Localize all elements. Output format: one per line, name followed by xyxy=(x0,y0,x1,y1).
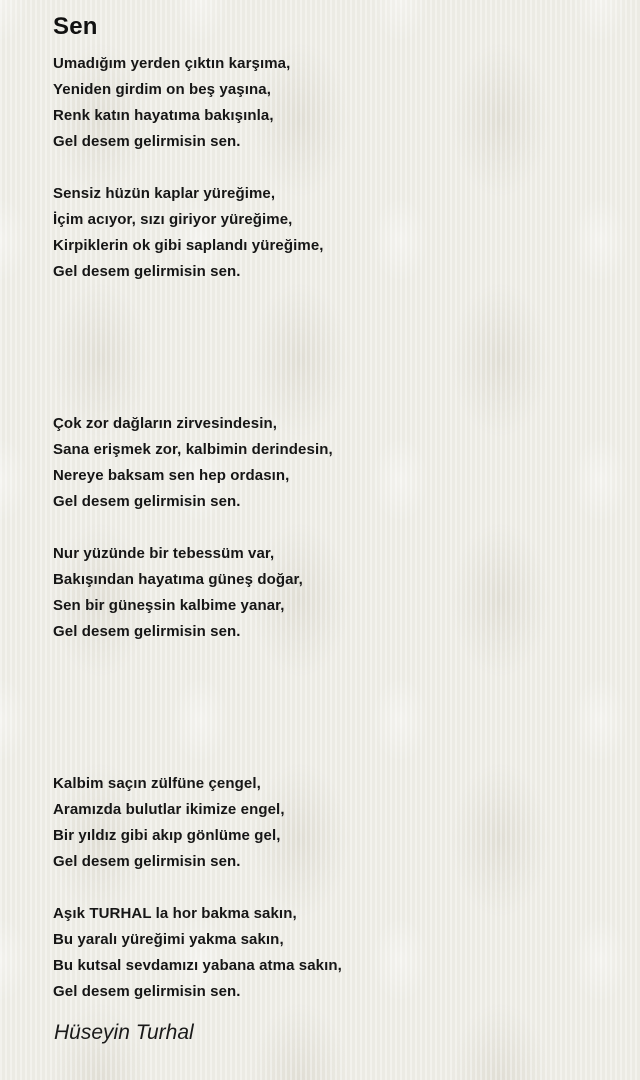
poem-line: Gel desem gelirmisin sen. xyxy=(53,133,241,150)
poem-line: Sensiz hüzün kaplar yüreğime, xyxy=(53,185,276,202)
poem-line: Sen bir güneşsin kalbime yanar, xyxy=(53,597,285,614)
stanza-1 xyxy=(53,51,290,155)
poem-author: Hüseyin Turhal xyxy=(54,1021,194,1044)
poem-line: Bir yıldız gibi akıp gönlüme gel, xyxy=(53,827,281,844)
poem-line: İçim acıyor, sızı giriyor yüreğime, xyxy=(53,211,293,228)
stanza-3 xyxy=(53,411,333,515)
poem-line: Kalbim saçın zülfüne çengel, xyxy=(53,775,261,792)
poem-line: Aramızda bulutlar ikimize engel, xyxy=(53,801,285,818)
poem-line: Gel desem gelirmisin sen. xyxy=(53,263,241,280)
poem-line: Bakışından hayatıma güneş doğar, xyxy=(53,571,303,588)
poem-line: Nur yüzünde bir tebessüm var, xyxy=(53,545,275,562)
stanza-6 xyxy=(53,901,342,1005)
poem-line: Yeniden girdim on beş yaşına, xyxy=(53,81,271,98)
poem-line: Sana erişmek zor, kalbimin derindesin, xyxy=(53,441,333,458)
poem-line: Nereye baksam sen hep ordasın, xyxy=(53,467,290,484)
poem-line: Gel desem gelirmisin sen. xyxy=(53,493,241,510)
poem-line: Kirpiklerin ok gibi saplandı yüreğime, xyxy=(53,237,324,254)
poem-line: Bu yaralı yüreğimi yakma sakın, xyxy=(53,931,284,948)
poem-line: Aşık TURHAL la hor bakma sakın, xyxy=(53,905,297,922)
poem-line: Gel desem gelirmisin sen. xyxy=(53,623,241,640)
poem-line: Gel desem gelirmisin sen. xyxy=(53,983,241,1000)
poem-line: Bu kutsal sevdamızı yabana atma sakın, xyxy=(53,957,342,974)
poem-line: Gel desem gelirmisin sen. xyxy=(53,853,241,870)
poem-line: Umadığım yerden çıktın karşıma, xyxy=(53,55,291,72)
stanza-5 xyxy=(53,771,285,875)
poem-line: Çok zor dağların zirvesindesin, xyxy=(53,415,277,432)
poem-line: Renk katın hayatıma bakışınla, xyxy=(53,107,274,124)
stanza-4 xyxy=(53,541,303,645)
stanza-2 xyxy=(53,181,324,285)
poem-title: Sen xyxy=(53,13,98,40)
